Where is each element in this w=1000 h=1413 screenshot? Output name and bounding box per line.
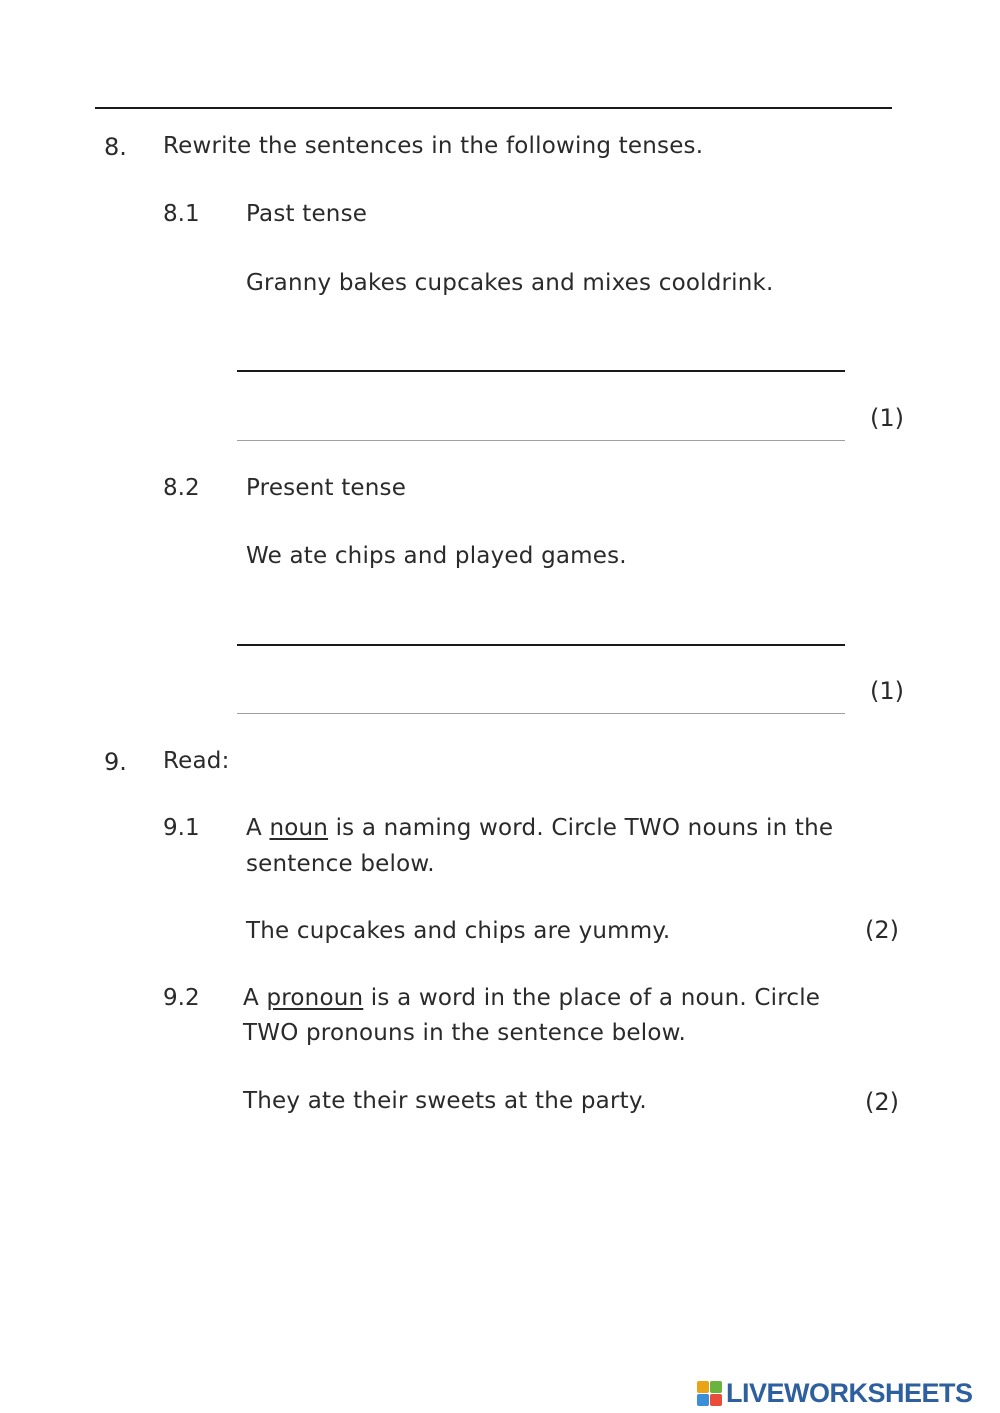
answer-line-8-1-b[interactable] [237,440,845,441]
logo-tile-4 [710,1394,722,1406]
question-9-instruction: Read: [163,748,230,774]
question-9-2-text [243,985,820,1011]
question-9-2-pre: A [243,985,267,1011]
noun-term: noun [269,815,329,841]
question-9-1-line2: sentence below. [246,851,435,877]
question-8-2-sentence: We ate chips and played games. [246,543,627,569]
logo-tiles-icon [697,1381,722,1406]
answer-line-8-1-a[interactable] [237,370,845,372]
question-9-2-number: 9.2 [163,985,200,1011]
question-8-1-number: 8.1 [163,201,200,227]
question-9-1-number: 9.1 [163,815,200,841]
question-8-instruction: Rewrite the sentences in the following tenses. [163,133,704,159]
logo-tile-3 [697,1394,709,1406]
logo-tile-2 [710,1381,722,1393]
question-9-1-mark: (2) [865,916,899,944]
question-9-2-post: is a word in the place of a noun. Circle [363,985,821,1011]
logo-text: LIVEWORKSHEETS [726,1377,973,1408]
question-8-number: 8. [104,133,127,161]
answer-line-8-2-b[interactable] [237,713,845,714]
question-8-2-mark: (1) [870,677,904,705]
top-rule [95,107,892,109]
logo-tile-1 [697,1381,709,1393]
question-8-1-sentence: Granny bakes cupcakes and mixes cooldrink. [246,270,774,296]
question-9-1-text [246,815,833,841]
question-9-2-mark: (2) [865,1088,899,1116]
question-8-1-title: Past tense [246,201,368,227]
answer-line-8-2-a[interactable] [237,644,845,646]
question-9-2-line2: TWO pronouns in the sentence below. [243,1020,687,1046]
question-9-number: 9. [104,748,127,776]
pronoun-term: pronoun [266,985,364,1011]
question-9-1-sentence[interactable]: The cupcakes and chips are yummy. [246,918,671,944]
question-8-2-number: 8.2 [163,475,200,501]
liveworksheets-logo[interactable] [697,1378,973,1408]
question-8-1-mark: (1) [870,404,904,432]
question-8-2-title: Present tense [246,475,407,501]
question-9-1-pre: A [246,815,270,841]
question-9-2-sentence[interactable]: They ate their sweets at the party. [243,1088,647,1114]
question-9-1-post: is a naming word. Circle TWO nouns in the [328,815,834,841]
